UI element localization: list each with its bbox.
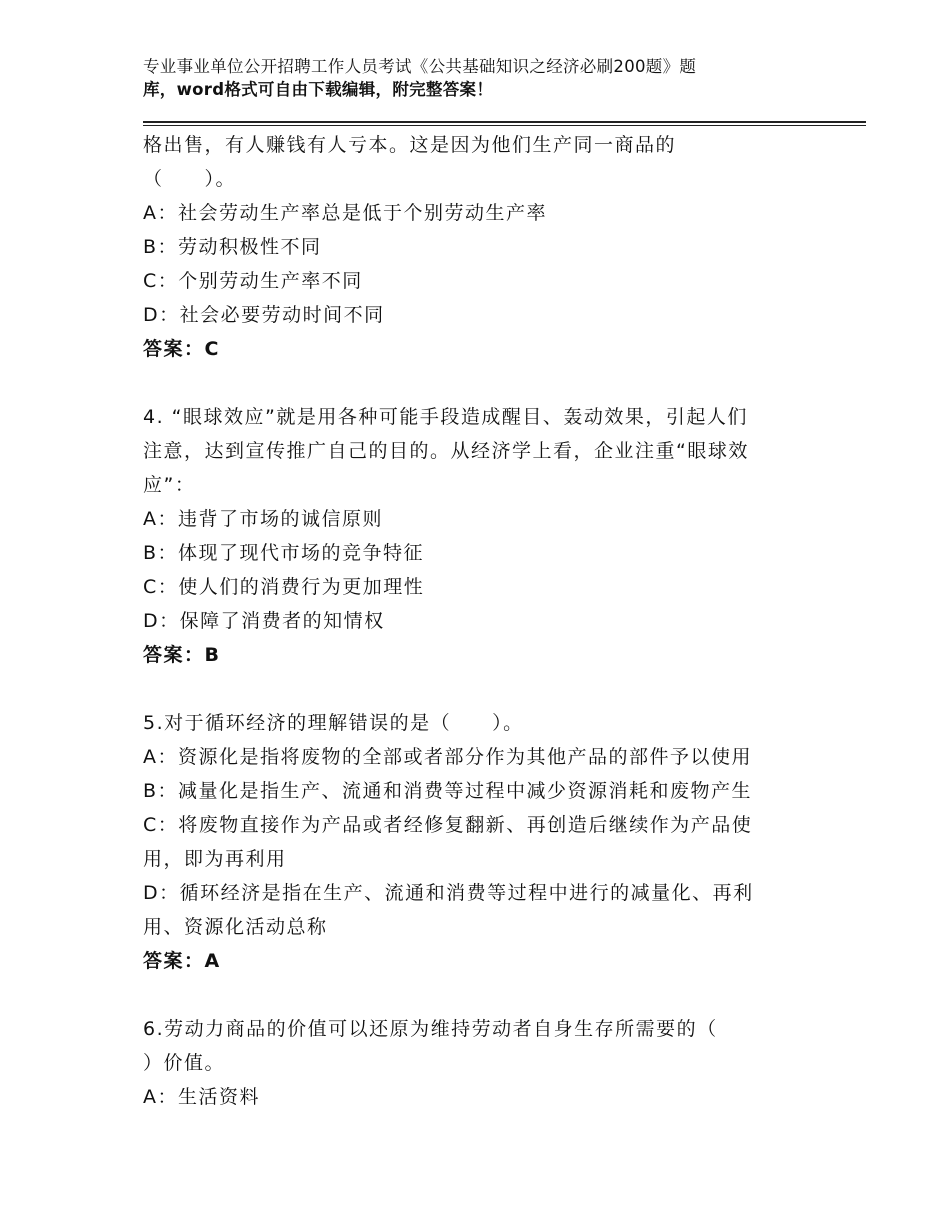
question-stem: 6.劳动力商品的价值可以还原为维持劳动者自身生存所需要的（ [143, 1018, 718, 1040]
option-a: A：生活资料 [143, 1086, 260, 1108]
option-a: A：资源化是指将废物的全部或者部分作为其他产品的部件予以使用 [143, 746, 752, 768]
option-d: D：保障了消费者的知情权 [143, 610, 385, 632]
spacer [143, 672, 823, 706]
option-c: C：将废物直接作为产品或者经修复翻新、再创造后继续作为产品使 [143, 814, 753, 836]
question-stem: 4. “眼球效应”就是用各种可能手段造成醒目、轰动效果，引起人们 [143, 406, 748, 428]
option-d: D：循环经济是指在生产、流通和消费等过程中进行的减量化、再利 [143, 882, 754, 904]
option-d: D：社会必要劳动时间不同 [143, 304, 385, 326]
option-c: C：使人们的消费行为更加理性 [143, 576, 425, 598]
option-b: B：劳动积极性不同 [143, 236, 322, 258]
header-line-1: 专业事业单位公开招聘工作人员考试《公共基础知识之经济必刷200题》题 [143, 57, 697, 76]
header-divider-thin [143, 125, 866, 126]
option-c: C：个别劳动生产率不同 [143, 270, 363, 292]
spacer [143, 978, 823, 1012]
answer: 答案：A [143, 950, 221, 972]
option-c-continued: 用，即为再利用 [143, 848, 287, 870]
question-stem: 注意，达到宣传推广自己的目的。从经济学上看，企业注重“眼球效 [143, 440, 749, 462]
answer: 答案：C [143, 338, 220, 360]
option-b: B：减量化是指生产、流通和消费等过程中减少资源消耗和废物产生 [143, 780, 753, 802]
answer: 答案：B [143, 644, 221, 666]
question-3 [143, 128, 823, 366]
question-stem: 5.对于循环经济的理解错误的是（ ）。 [143, 712, 524, 734]
header-line-2: 库，word格式可自由下载编辑，附完整答案！ [143, 80, 494, 99]
question-stem: 应”： [143, 474, 196, 496]
page-header [143, 55, 803, 101]
option-a: A：社会劳动生产率总是低于个别劳动生产率 [143, 202, 547, 224]
option-d-continued: 用、资源化活动总称 [143, 916, 328, 938]
question-stem: 格出售，有人赚钱有人亏本。这是因为他们生产同一商品的 [143, 134, 677, 156]
header-divider-thick [143, 121, 866, 123]
option-b: B：体现了现代市场的竞争特征 [143, 542, 425, 564]
spacer [143, 366, 823, 400]
question-6 [143, 1012, 823, 1114]
question-stem: ）价值。 [143, 1052, 226, 1074]
question-list [143, 128, 823, 1114]
question-5 [143, 706, 823, 978]
question-4 [143, 400, 823, 672]
question-stem: （ ）。 [143, 168, 237, 190]
option-a: A：违背了市场的诚信原则 [143, 508, 383, 530]
